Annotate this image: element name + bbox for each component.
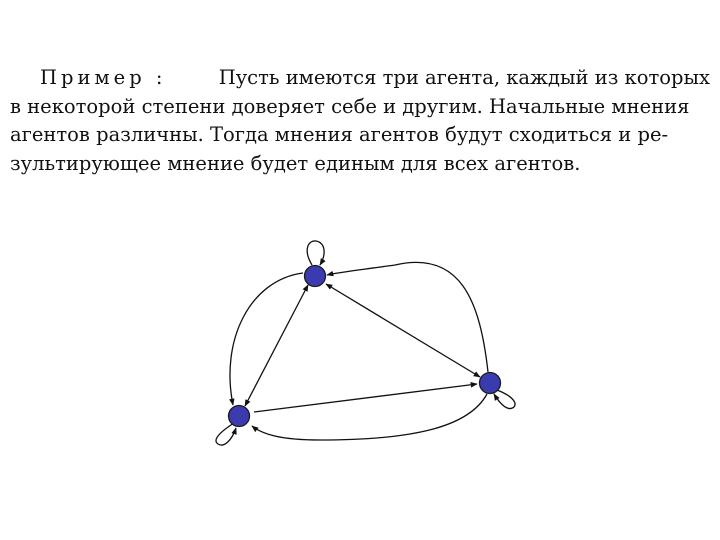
paragraph-line-3: агентов различны. Тогда мнения агентов будут сходиться и ре- <box>10 123 669 146</box>
edge-curve-right-bottom-left <box>252 394 487 440</box>
agent-node-bottom-left <box>229 406 250 427</box>
agent-node-top <box>305 266 326 287</box>
edge-curve-top-bottom-left <box>230 273 303 405</box>
example-label: Пример : <box>40 66 167 89</box>
edge-curve-right-top <box>327 262 488 372</box>
paragraph-line-1-text: Пусть имеются три агента, каждый из которых <box>218 66 710 89</box>
edge-top-bottom-left <box>245 285 308 406</box>
self-loop-bottom-left <box>216 423 236 445</box>
paragraph-line-4: зультирующее мнение будет единым для всех агентов. <box>10 151 581 175</box>
agent-node-right <box>480 373 501 394</box>
edge-bottom-left-right <box>254 384 477 412</box>
self-loop-right <box>494 390 515 409</box>
self-loop-top <box>307 241 324 265</box>
paragraph-line-2: в некоторой степени доверяет себе и другим. Начальные мнения <box>10 94 690 118</box>
edge-top-right <box>326 284 480 377</box>
